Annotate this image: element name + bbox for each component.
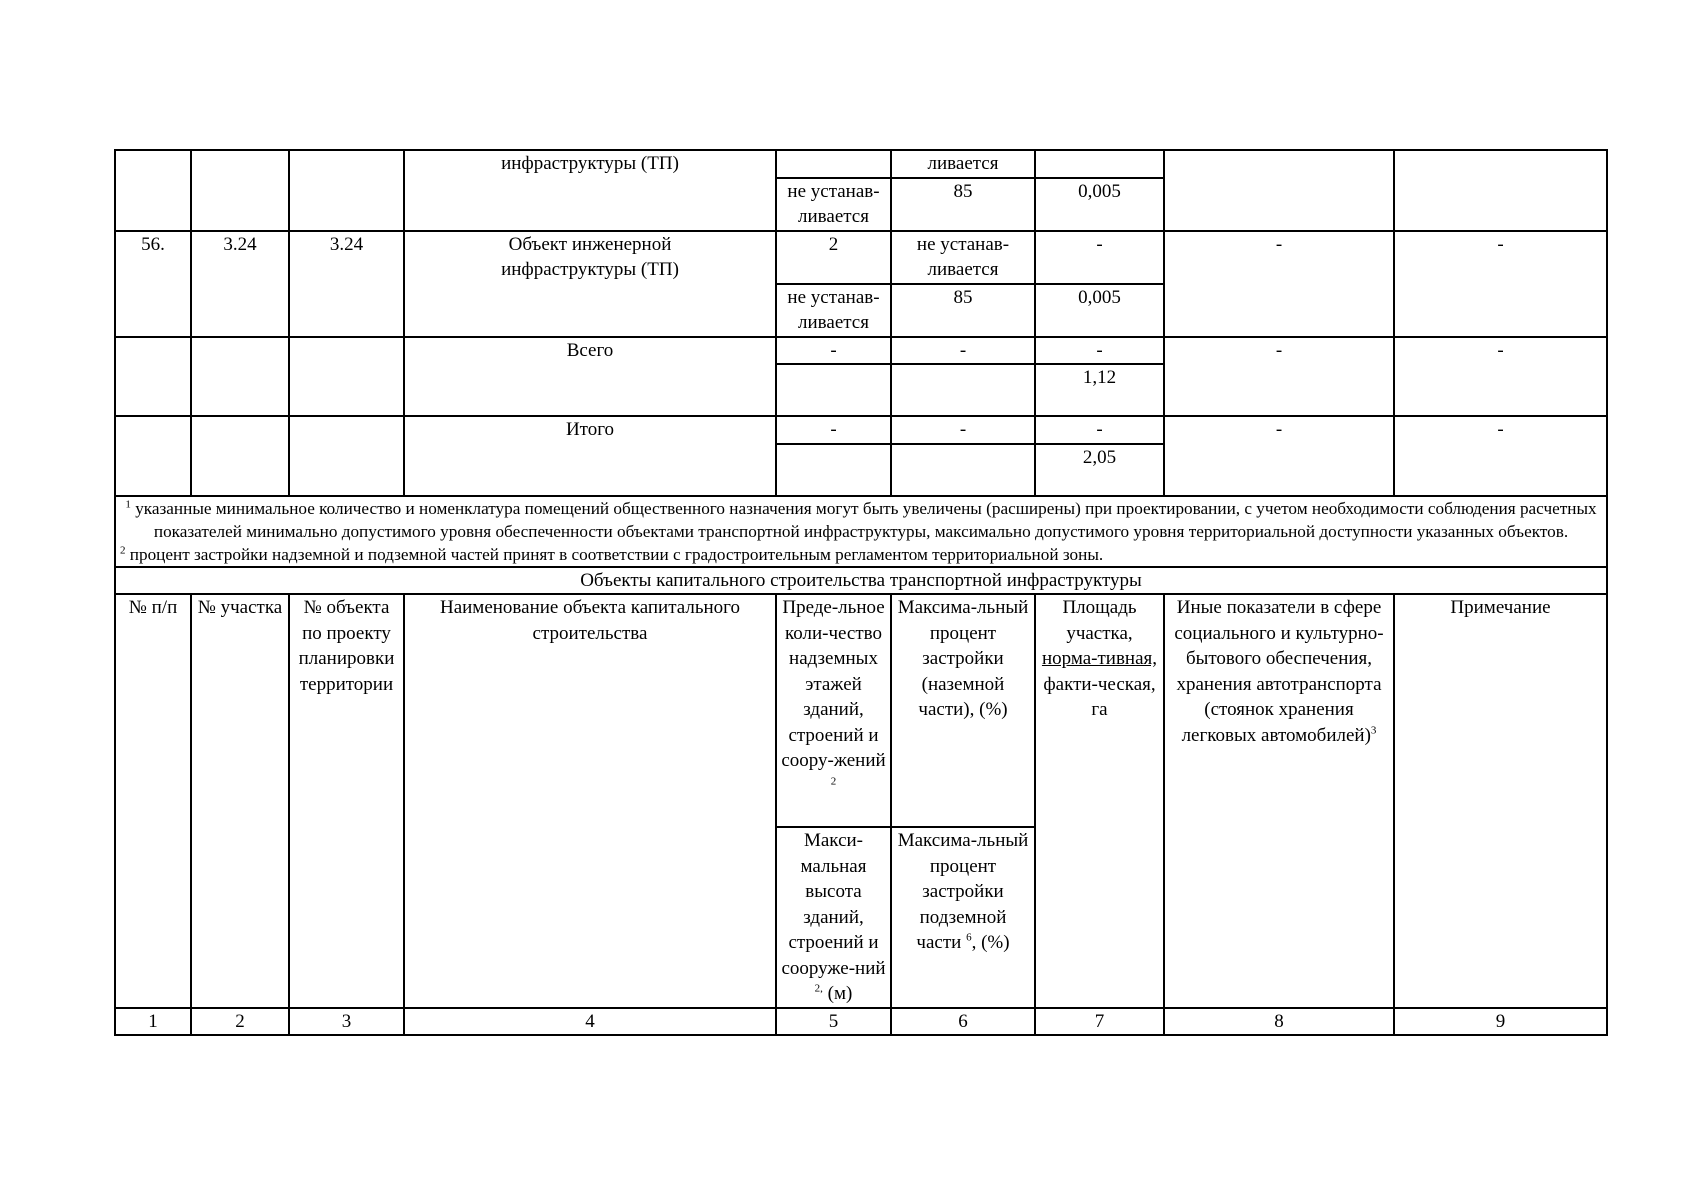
- cell-value: -: [1164, 231, 1394, 337]
- table-row: [115, 337, 1607, 365]
- row-number: 56.: [115, 231, 191, 337]
- header-row-number: № п/п: [115, 594, 191, 1008]
- header-ground-coverage: Максима-льный процент застройки (наземной части), (%): [891, 594, 1035, 827]
- column-number: 4: [404, 1008, 776, 1036]
- column-number: 9: [1394, 1008, 1607, 1036]
- table-row: [115, 231, 1607, 284]
- table-row: [115, 150, 1607, 178]
- cell-value: не устанав-ливается: [776, 178, 891, 231]
- cell-value: 0,005: [1035, 178, 1164, 231]
- object-number: 3.24: [289, 231, 404, 337]
- header-plot-number: № участка: [191, 594, 289, 1008]
- footnote-2: $^2$ процент застройки надземной и подземной частей принят в соответствии с градостроительным регламентом территориальной зоны.: [120, 543, 1104, 564]
- total-label: Всего: [404, 337, 776, 417]
- header-row: [115, 594, 1607, 827]
- grand-total-label: Итого: [404, 416, 776, 496]
- section-title-row: [115, 567, 1607, 595]
- cell-value: не устанав-ливается: [776, 284, 891, 337]
- column-number: 5: [776, 1008, 891, 1036]
- cell-value: ливается: [891, 150, 1035, 178]
- object-name: Объект инженерной инфраструктуры (ТП): [404, 231, 776, 337]
- header-note: Примечание: [1394, 594, 1607, 1008]
- header-object-name: Наименование объекта капитального строительства: [404, 594, 776, 1008]
- plot-number: 3.24: [191, 231, 289, 337]
- cell-value: -: [776, 337, 891, 365]
- cell-value: 2: [776, 231, 891, 284]
- header-object-number: № объекта по проекту планировки территории: [289, 594, 404, 1008]
- cell-value: -: [776, 416, 891, 444]
- column-numbers-row: [115, 1008, 1607, 1036]
- cell-value: 0,005: [1035, 284, 1164, 337]
- header-underground-coverage: Максима-льный процент застройки подземной части $^6$, (%): [891, 827, 1035, 1008]
- footnotes-row: [115, 496, 1607, 567]
- header-floors: Преде-льное коли-чество надземных этажей зданий, строений и соору-жений $^2$: [776, 594, 891, 827]
- planning-table: [114, 149, 1608, 1036]
- cell-value: -: [1394, 231, 1607, 337]
- header-max-height: Макси-мальная высота зданий, строений и сооруже-ний $^{2,}$ (м): [776, 827, 891, 1008]
- cell-value: -: [1035, 337, 1164, 365]
- cell-value: -: [1164, 416, 1394, 496]
- column-number: 6: [891, 1008, 1035, 1036]
- section-title: Объекты капитального строительства транспортной инфраструктуры: [115, 567, 1607, 595]
- header-other-indicators: Иные показатели в сфере социального и культурно-бытового обеспечения, хранения автотранспорта (стоянок хранения легковых автомобилей)$^3$: [1164, 594, 1394, 1008]
- column-number: 3: [289, 1008, 404, 1036]
- footnotes: [115, 496, 1607, 567]
- column-number: 8: [1164, 1008, 1394, 1036]
- cell-value: -: [1394, 416, 1607, 496]
- object-name: инфраструктуры (ТП): [404, 150, 776, 231]
- cell-value: -: [1394, 337, 1607, 417]
- cell-value: не устанав-ливается: [891, 231, 1035, 284]
- cell-value: -: [1164, 337, 1394, 417]
- column-number: 1: [115, 1008, 191, 1036]
- cell-value: 85: [891, 178, 1035, 231]
- column-number: 2: [191, 1008, 289, 1036]
- grand-total-area: 2,05: [1035, 444, 1164, 496]
- footnote-1: $^1$ указанные минимальное количество и номенклатура помещений общественного назначения могут быть увеличены (расширены) при проектировании, с учетом необходимости соблюдения расчетных показателей минимально допустимого уровня обеспеченности объектами транспортной инфраструктуры, максимально допустимого уровня территориальной доступности указанных объектов.: [125, 497, 1597, 541]
- table-row: [115, 416, 1607, 444]
- cell-value: -: [1035, 416, 1164, 444]
- cell-value: -: [891, 416, 1035, 444]
- cell-value: 85: [891, 284, 1035, 337]
- cell-value: -: [891, 337, 1035, 365]
- column-number: 7: [1035, 1008, 1164, 1036]
- total-area: 1,12: [1035, 364, 1164, 416]
- header-area: Площадь участка, норма-тивная, факти-ческая, га: [1035, 594, 1164, 1008]
- cell-value: -: [1035, 231, 1164, 284]
